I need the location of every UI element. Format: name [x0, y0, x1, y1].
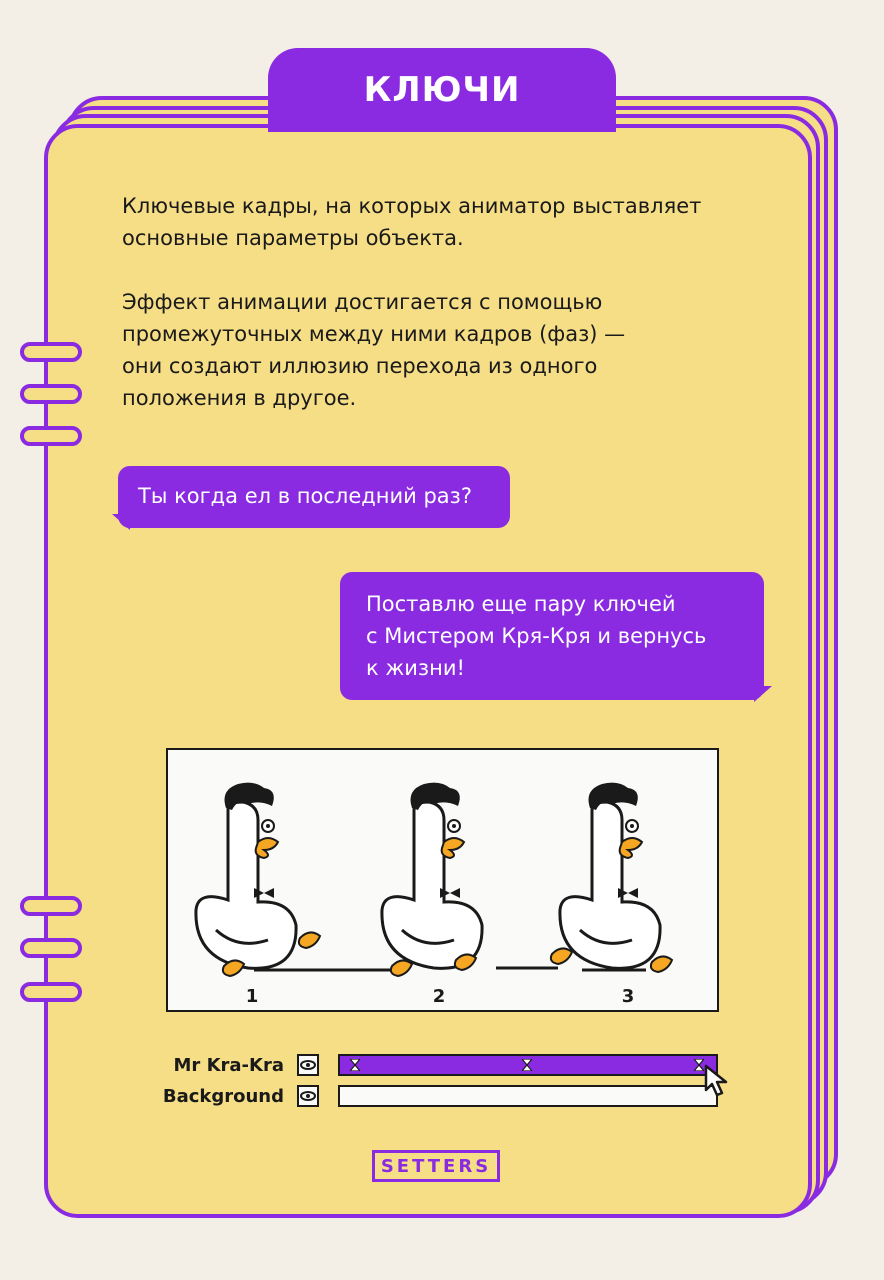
keyframe-icon[interactable] — [522, 1059, 532, 1071]
timeline-track-background[interactable] — [338, 1085, 718, 1107]
track-label-mr-kra-kra: Mr Kra-Kra — [173, 1055, 284, 1076]
chat-text: Ты когда ел в последний раз? — [138, 484, 472, 508]
frame-number: 2 — [432, 986, 446, 1007]
timeline-track-mr-kra-kra[interactable] — [338, 1054, 718, 1076]
duck-frame-3 — [551, 783, 672, 972]
animation-frames-panel — [166, 748, 719, 1012]
page-title: КЛЮЧИ — [268, 48, 616, 132]
brand-logo: SETTERS — [372, 1150, 500, 1182]
intro-paragraph — [122, 190, 762, 254]
chat-text: с Мистером Кря-Кря и вернусь — [366, 624, 707, 648]
binder-ring — [20, 938, 82, 958]
text-line: положения в другое. — [122, 386, 357, 410]
explanation-paragraph — [122, 286, 762, 414]
chat-text: к жизни! — [366, 656, 465, 680]
eye-icon[interactable] — [297, 1054, 319, 1076]
frame-number: 3 — [621, 986, 635, 1007]
binder-ring — [20, 342, 82, 362]
chat-bubble-right — [340, 572, 764, 700]
duck-frames-illustration — [168, 750, 717, 1010]
track-label-background: Background — [162, 1086, 284, 1107]
frame-number: 1 — [245, 986, 259, 1007]
text-line: Ключевые кадры, на которых аниматор выставляет — [122, 194, 702, 218]
eye-icon[interactable] — [297, 1085, 319, 1107]
text-line: промежуточных между ними кадров (фаз) — — [122, 322, 626, 346]
duck-frame-2 — [382, 783, 482, 976]
keyframe-icon[interactable] — [694, 1059, 704, 1071]
text-line: основные параметры объекта. — [122, 226, 464, 250]
binder-ring — [20, 982, 82, 1002]
duck-frame-1 — [196, 783, 320, 976]
chat-text: Поставлю еще пару ключей — [366, 592, 676, 616]
binder-ring — [20, 426, 82, 446]
chat-bubble-left — [118, 466, 510, 528]
text-line: Эффект анимации достигается с помощью — [122, 290, 603, 314]
keyframe-icon[interactable] — [350, 1059, 360, 1071]
binder-ring — [20, 896, 82, 916]
binder-ring — [20, 384, 82, 404]
cursor-arrow-icon — [704, 1064, 732, 1098]
text-line: они создают иллюзию перехода из одного — [122, 354, 598, 378]
